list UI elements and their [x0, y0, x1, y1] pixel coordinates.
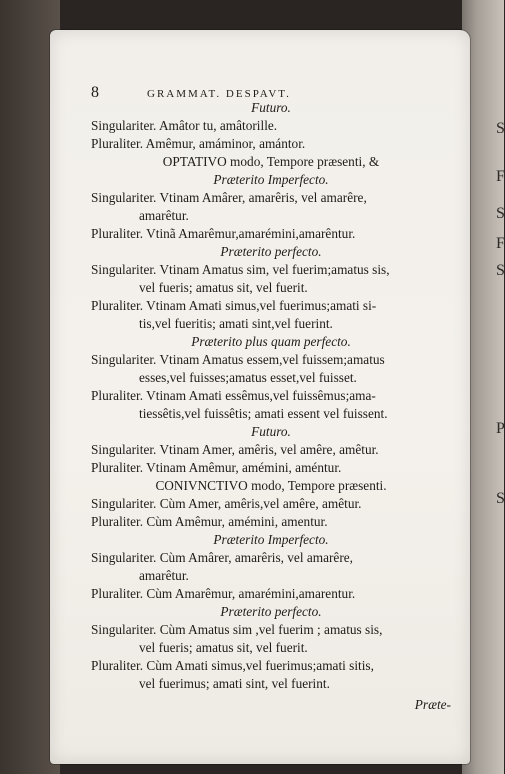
edge-letter: F [496, 235, 505, 252]
text-line-22: CONIVNCTIVO modo, Tempore præsenti. [155, 478, 387, 493]
text-line-30: Singulariter. Cùm Amatus sim ,vel fuerim ; amatus sis, [91, 622, 383, 637]
text-line-6: Singulariter. Vtinam Amârer, amarêris, vel amarêre, [91, 190, 367, 205]
text-line-20: Singulariter. Vtinam Amer, amêris, vel amêre, amêtur. [91, 442, 379, 457]
text-line-13: tis,vel fueritis; amati sint,vel fuerint. [139, 316, 333, 331]
text-line-12: Pluraliter. Vtinam Amati simus,vel fuerimus;amati si- [91, 298, 377, 313]
running-title: GRAMMAT. DESPAVT. [147, 88, 291, 100]
text-line-32: Pluraliter. Cùm Amati simus,vel fuerimus;amati sitis, [91, 658, 374, 673]
edge-letter: S [496, 490, 505, 507]
text-line-4: OPTATIVO modo, Tempore præsenti, & [162, 154, 380, 169]
text-line-11: vel fueris; amatus sit, vel fuerit. [139, 280, 308, 295]
edge-letter: F [496, 168, 505, 185]
text-line-15: Singulariter. Vtinam Amatus essem,vel fuissem;amatus [91, 352, 385, 367]
text-line-28: Pluraliter. Cùm Amarêmur, amarémini,amarentur. [91, 586, 356, 601]
text-line-9: Præterito perfecto. [220, 244, 322, 259]
page-number: 8 [91, 84, 99, 101]
text-line-18: tiessêtis,vel fuissêtis; amati essent vel fuissent. [139, 406, 388, 421]
text-line-25: Præterito Imperfecto. [213, 532, 329, 547]
edge-letter: P [496, 420, 505, 437]
text-line-19: Futuro. [251, 424, 291, 439]
text-line-3: Pluraliter. Amêmur, amáminor, amántor. [91, 136, 306, 151]
text-line-27: amarêtur. [139, 568, 189, 583]
text-line-33: vel fuerimus; amati sint, vel fuerint. [139, 676, 330, 691]
text-line-1: Futuro. [251, 100, 291, 115]
text-line-34: Præte- [414, 697, 451, 712]
text-line-2: Singulariter. Amâtor tu, amâtorille. [91, 118, 278, 133]
text-line-31: vel fueris; amatus sit, vel fuerit. [139, 640, 308, 655]
edge-letter: S [496, 120, 505, 137]
text-line-5: Præterito Imperfecto. [213, 172, 329, 187]
text-line-14: Præterito plus quam perfecto. [191, 334, 351, 349]
text-line-29: Præterito perfecto. [220, 604, 322, 619]
edge-letter: S [496, 262, 505, 279]
text-line-23: Singulariter. Cùm Amer, amêris,vel amêre, amêtur. [91, 496, 362, 511]
text-line-7: amarêtur. [139, 208, 189, 223]
text-line-21: Pluraliter. Vtinam Amêmur, amémini, améntur. [91, 460, 342, 475]
text-line-16: esses,vel fuisses;amatus esset,vel fuisset. [139, 370, 357, 385]
page-text [91, 84, 451, 714]
text-line-10: Singulariter. Vtinam Amatus sim, vel fuerim;amatus sis, [91, 262, 390, 277]
text-line-8: Pluraliter. Vtinã Amarêmur,amarémini,amarêntur. [91, 226, 356, 241]
text-line-24: Pluraliter. Cùm Amêmur, amémini, amentur. [91, 514, 328, 529]
text-line-26: Singulariter. Cùm Amârer, amarêris, vel amarêre, [91, 550, 353, 565]
text-line-17: Pluraliter. Vtinam Amati essêmus,vel fuissêmus;ama- [91, 388, 376, 403]
edge-letter: S [496, 205, 505, 222]
right-edge-glimpse [496, 0, 504, 774]
